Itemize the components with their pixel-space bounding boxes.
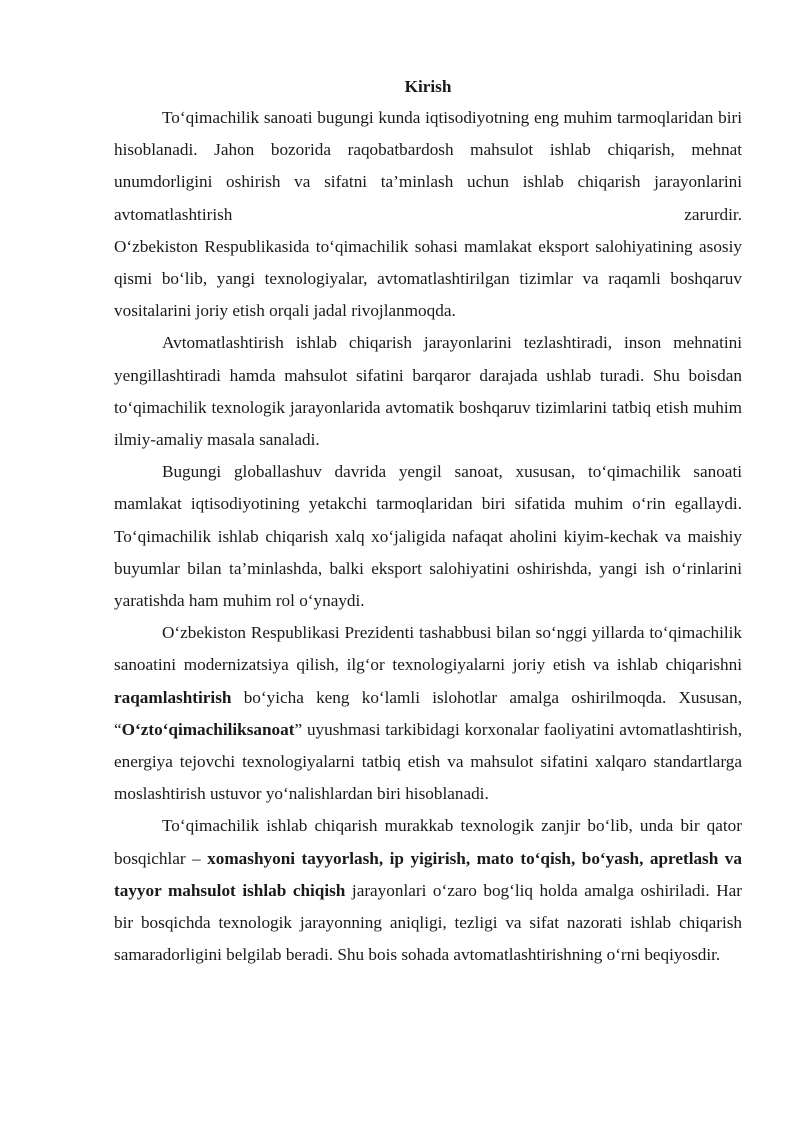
paragraph-1b: O‘zbekiston Respublikasida to‘qimachilik sohasi mamlakat eksport salohiyatining asosiy qismi bo‘lib, yangi texnologiyalar, avtomatlashtirilgan tizimlar va raqamli boshqaruv vositalarini joriy etish orqali jadal rivojlanmoqda. <box>114 236 742 321</box>
paragraph-4-text-3: ” uyushmasi tarkibidagi korxonalar faoliyatini avtomatlashtirish, energiya tejovchi texnologiyalarni tatbiq etish va mahsulot sifatini xalqaro standartlarga moslashtirish ustuvor yo‘nalishlardan biri hisoblanadi. <box>114 719 742 804</box>
paragraph-5 <box>114 810 742 971</box>
paragraph-3: Bugungi globallashuv davrida yengil sanoat, xususan, to‘qimachilik sanoati mamlakat iqtisodiyotining yetakchi tarmoqlaridan biri sifatida muhim o‘rin egallaydi. To‘qimachilik ishlab chiqarish xalq xo‘jaligida nafaqat aholini kiyim-kechak va maishiy buyumlar bilan ta’minlashda, balki eksport salohiyatini oshirishda, yangi ish o‘rinlarini yaratishda ham muhim rol o‘ynaydi. <box>114 462 742 611</box>
paragraph-2: Avtomatlashtirish ishlab chiqarish jarayonlarini tezlashtiradi, inson mehnatini yengillashtiradi hamda mahsulot sifatini barqaror darajada ushlab turadi. Shu boisdan to‘qimachilik texnologik jarayonlarida avtomatik boshqaruv tizimlarini tatbiq etish muhim ilmiy-amaliy masala sanaladi. <box>114 333 742 450</box>
paragraph-5-text-1: To‘qimachilik ishlab chiqarish murakkab texnologik zanjir bo‘lib, unda bir qator bosqichlar – <box>114 816 742 868</box>
paragraph-4 <box>114 617 742 810</box>
paragraph-1a: To‘qimachilik sanoati bugungi kunda iqtisodiyotning eng muhim tarmoqlaridan biri hisoblanadi. Jahon bozorida raqobatbardosh mahsulot ishlab chiqarish, mehnat unumdorligini oshirish va sifatni ta’minlash uchun ishlab chiqarish jarayonlarini avtomatlashtirish zarurdir. <box>114 108 742 224</box>
page-title: Kirish <box>404 77 452 96</box>
document-page <box>114 74 742 971</box>
paragraph-5-text-2: jarayonlari o‘zaro bog‘liq holda amalga oshiriladi. Har bir bosqichda texnologik jarayonning aniqligi, tezligi va sifat nazorati ishlab chiqarish samaradorligini belgilab beradi. Shu bois sohada avtomatlashtirishning o‘rni beqiyosdir. <box>114 880 742 965</box>
paragraph-4-text-2: bo‘yicha keng ko‘lamli islohotlar amalga oshirilmoqda. Xususan, “ <box>114 687 742 739</box>
bold-term-raqamlashtirish: raqamlashtirish <box>114 687 232 707</box>
bold-term-association: O‘zto‘qimachiliksanoat <box>121 719 295 739</box>
bold-process-stages: xomashyoni tayyorlash, ip yigirish, mato to‘qish, bo‘yash, apretlash va tayyor mahsulot ishlab chiqish <box>114 848 742 900</box>
paragraph-4-text-1: O‘zbekiston Respublikasi Prezidenti tashabbusi bilan so‘nggi yillarda to‘qimachilik sanoatini modernizatsiya qilish, ilg‘or texnologiyalarni joriy etish va ishlab chiqarishni <box>114 623 742 675</box>
